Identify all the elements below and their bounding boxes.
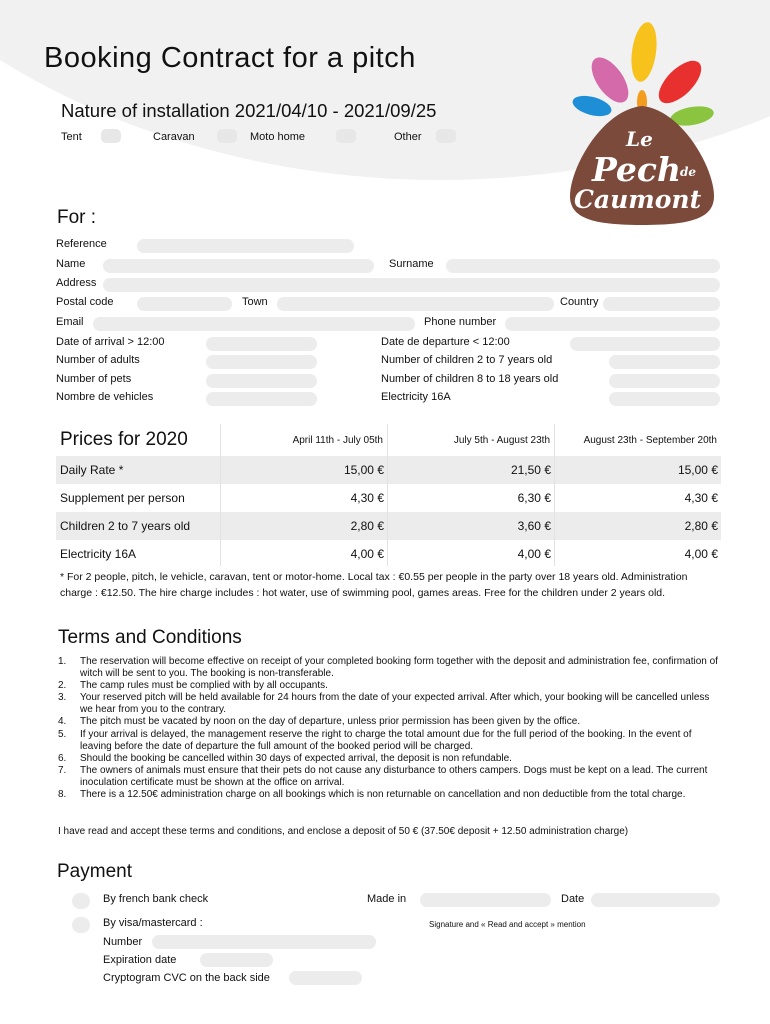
caravan-checkbox[interactable]: [217, 129, 237, 143]
term-text: The reservation will become effective on receipt of your completed booking form together with the deposit and administration fee, confirmation of witch will be sent to you. The booking is non-transferable.: [80, 656, 718, 680]
expiration-field[interactable]: [200, 953, 273, 967]
email-field[interactable]: [93, 317, 415, 331]
tent-checkbox[interactable]: [101, 129, 121, 143]
logo-de-text: de: [680, 165, 697, 179]
term-text: Should the booking be cancelled within 30 days of expected arrival, the deposit is non refundable.: [80, 752, 512, 764]
phone-field[interactable]: [505, 317, 720, 331]
name-label: Name: [56, 258, 86, 270]
term-text: Your reserved pitch will be held available for 24 hours from the date of your expected arrival. After which, your booking will be cancelled unless we hear from you to the contrary.: [80, 692, 710, 716]
price-cell: 6,30 €: [517, 491, 551, 505]
list-item: [56, 680, 721, 692]
list-item: [56, 656, 721, 680]
row-label: Children 2 to 7 years old: [60, 519, 191, 533]
date-departure-label: Date de departure < 12:00: [381, 336, 510, 348]
page-title: Booking Contract for a pitch: [44, 42, 416, 74]
term-number: 5.: [58, 728, 67, 740]
price-column-3: August 23th - September 20th: [583, 434, 717, 446]
price-column-2: July 5th - August 23th: [453, 434, 550, 446]
date-label: Date: [561, 893, 585, 905]
term-text: There is a 12.50€ administration charge on all bookings which is non returnable on cancellation and non deductible from the total charge.: [80, 789, 686, 801]
acceptance-text: I have read and accept these terms and conditions, and enclose a deposit of 50 € (37.50€ deposit + 12.50 administration charge): [58, 826, 629, 837]
term-text: The camp rules must be complied with by all occupants.: [80, 680, 328, 692]
card-number-field[interactable]: [152, 935, 376, 949]
reference-field[interactable]: [137, 239, 354, 253]
country-label: Country: [560, 296, 599, 308]
prices-header-row: [56, 424, 721, 456]
table-row: [56, 540, 721, 568]
term-number: 1.: [58, 656, 67, 667]
expiration-label: Expiration date: [103, 954, 177, 966]
surname-label: Surname: [389, 258, 434, 270]
price-cell: 21,50 €: [510, 463, 551, 477]
list-item: [56, 692, 721, 716]
moto-home-checkbox[interactable]: [336, 129, 356, 143]
price-cell: 2,80 €: [350, 519, 384, 533]
other-label: Other: [394, 131, 422, 143]
term-text: The owners of animals must ensure that their pets do not cause any disturbance to others campers. Dogs must be kept on a lead. The current inoculation certificate must be shown at the office on arrival.: [80, 764, 708, 788]
terms-heading: Terms and Conditions: [58, 627, 242, 648]
terms-list: [56, 656, 721, 801]
date-arrival-label: Date of arrival > 12:00: [56, 336, 165, 348]
vehicles-label: Nombre de vehicles: [56, 391, 154, 403]
price-cell: 4,00 €: [517, 547, 551, 561]
children-2-7-label: Number of children 2 to 7 years old: [381, 354, 553, 366]
row-label: Daily Rate *: [60, 463, 124, 477]
cvc-field[interactable]: [289, 971, 362, 985]
table-divider: [554, 424, 555, 566]
list-item: [56, 729, 721, 753]
price-cell: 15,00 €: [677, 463, 718, 477]
term-number: 7.: [58, 764, 67, 776]
price-column-1: April 11th - July 05th: [292, 434, 383, 446]
list-item: [56, 765, 721, 789]
term-number: 2.: [58, 680, 67, 692]
for-heading: For :: [57, 207, 97, 228]
card-number-label: Number: [103, 936, 143, 948]
electricity-label: Electricity 16A: [381, 391, 451, 403]
list-item: [56, 716, 721, 728]
list-item: [56, 753, 721, 765]
signature-label: Signature and « Read and accept » mention: [429, 920, 586, 929]
term-number: 6.: [58, 752, 67, 764]
date-field[interactable]: [591, 893, 720, 907]
list-item: [56, 789, 721, 801]
email-label: Email: [56, 316, 84, 328]
row-label: Electricity 16A: [60, 547, 137, 561]
installation-heading: Nature of installation 2021/04/10 - 2021/09/25: [61, 100, 437, 121]
children-8-18-field[interactable]: [609, 374, 720, 388]
logo-pech-text: Pech: [592, 150, 682, 189]
price-cell: 4,30 €: [684, 491, 718, 505]
adults-field[interactable]: [206, 355, 317, 369]
visa-radio[interactable]: [72, 917, 90, 933]
le-pech-de-caumont-logo: [562, 18, 722, 233]
pets-field[interactable]: [206, 374, 317, 388]
term-text: The pitch must be vacated by noon on the day of departure, unless prior permission has been given by the office.: [80, 716, 581, 728]
term-number: 8.: [58, 789, 67, 801]
price-cell: 4,00 €: [350, 547, 384, 561]
made-in-label: Made in: [367, 893, 407, 905]
cvc-label: Cryptogram CVC on the back side: [103, 972, 270, 984]
name-field[interactable]: [103, 259, 374, 273]
table-row: [56, 512, 721, 540]
payment-heading: Payment: [57, 861, 132, 882]
town-label: Town: [242, 296, 268, 308]
phone-label: Phone number: [424, 316, 497, 328]
town-field[interactable]: [277, 297, 554, 311]
vehicles-field[interactable]: [206, 392, 317, 406]
postal-code-label: Postal code: [56, 296, 114, 308]
country-field[interactable]: [603, 297, 720, 311]
price-cell: 4,00 €: [684, 547, 718, 561]
visa-label: By visa/mastercard :: [103, 917, 203, 929]
children-8-18-label: Number of children 8 to 18 years old: [381, 373, 559, 385]
prices-note: * For 2 people, pitch, le vehicle, caravan, tent or motor-home. Local tax : €0.55 per people in the party over 18 years old. Administration charge : €12.50. The hire charge includes : hot water, use of swimming pool, games areas. Free for the children under 2 years old.: [60, 571, 688, 599]
tent-label: Tent: [61, 131, 82, 143]
logo-le-text: Le: [626, 127, 653, 151]
table-divider: [387, 424, 388, 566]
term-text: If your arrival is delayed, the management reserve the right to charge the total amount due for the full period of the booking. In the event of leaving before the date of departure the full amount of the booked period will be charged.: [80, 728, 692, 752]
address-field[interactable]: [103, 278, 720, 292]
bank-check-radio[interactable]: [72, 893, 90, 909]
term-number: 4.: [58, 716, 67, 728]
row-label: Supplement per person: [60, 491, 185, 505]
date-departure-field[interactable]: [570, 337, 720, 351]
children-2-7-field[interactable]: [609, 355, 720, 369]
reference-label: Reference: [56, 238, 107, 250]
logo-caumont-text: Caumont: [574, 185, 702, 214]
made-in-field[interactable]: [420, 893, 551, 907]
price-cell: 15,00 €: [343, 463, 384, 477]
caravan-label: Caravan: [153, 131, 195, 143]
prices-heading: Prices for 2020: [60, 429, 188, 450]
electricity-field[interactable]: [609, 392, 720, 406]
price-cell: 4,30 €: [350, 491, 384, 505]
term-number: 3.: [58, 692, 67, 704]
table-row: [56, 456, 721, 484]
adults-label: Number of adults: [56, 354, 140, 366]
table-divider: [220, 424, 221, 566]
price-cell: 2,80 €: [684, 519, 718, 533]
table-row: [56, 484, 721, 512]
address-label: Address: [56, 277, 97, 289]
date-arrival-field[interactable]: [206, 337, 317, 351]
bank-check-label: By french bank check: [103, 893, 209, 905]
postal-code-field[interactable]: [137, 297, 232, 311]
pets-label: Number of pets: [56, 373, 132, 385]
other-checkbox[interactable]: [436, 129, 456, 143]
prices-table: [56, 424, 721, 568]
moto-home-label: Moto home: [250, 131, 306, 143]
price-cell: 3,60 €: [517, 519, 551, 533]
surname-field[interactable]: [446, 259, 720, 273]
